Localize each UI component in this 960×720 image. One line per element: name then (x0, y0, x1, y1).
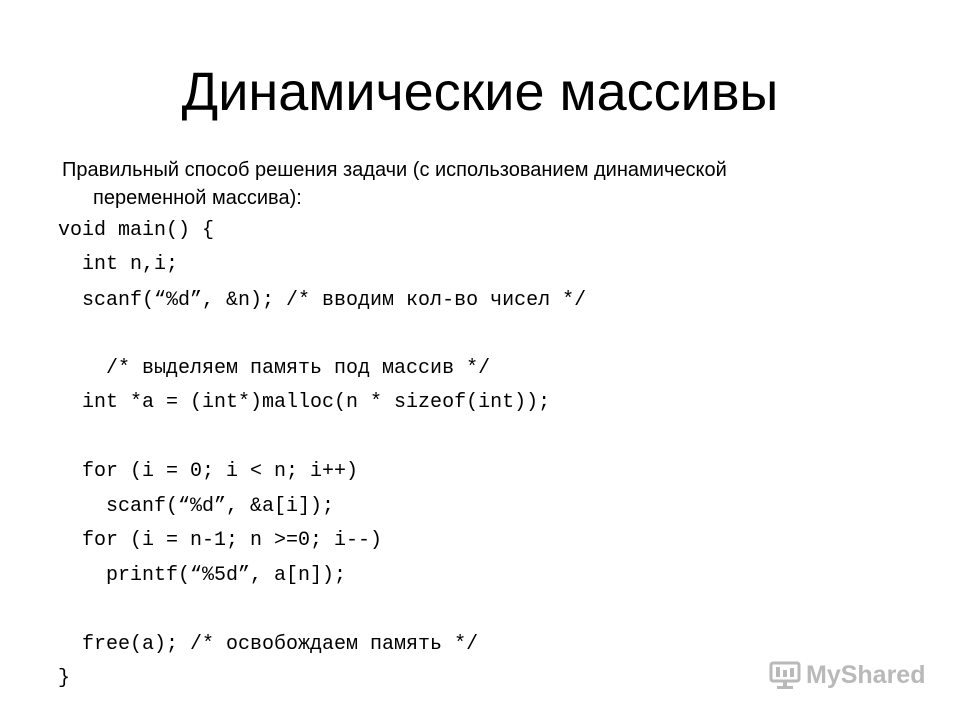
slide-title: Динамические массивы (181, 62, 779, 122)
code-line-void-main: void main() { (58, 219, 215, 242)
myshared-logo-icon (768, 658, 802, 692)
code-line-malloc: int *a = (int*)malloc(n * sizeof(int)); (58, 391, 551, 414)
code-line-for-input: for (i = 0; i < n; i++) (58, 460, 359, 483)
code-line-comment-alloc: /* выделяем память под массив */ (58, 357, 491, 380)
code-line-free: free(a); /* освобождаем память */ (58, 633, 479, 656)
code-line-for-output: for (i = n-1; n >=0; i--) (58, 529, 383, 552)
intro-line-1: Правильный способ решения задачи (с использованием динамической (62, 159, 727, 181)
intro-text (62, 156, 922, 212)
code-line-closing-brace: } (58, 667, 71, 690)
code-line-int-decl: int n,i; (58, 253, 179, 276)
code-block (58, 216, 587, 690)
watermark-text: MyShared (806, 660, 926, 689)
myshared-watermark (768, 657, 925, 693)
code-line-scanf-n: scanf(“%d”, &n); /* вводим кол-во чисел */ (58, 289, 587, 312)
code-line-printf: printf(“%5d”, a[n]); (58, 564, 347, 587)
code-line-scanf-array: scanf(“%d”, &a[i]); (58, 495, 335, 518)
intro-line-2: переменной массива): (93, 187, 302, 209)
